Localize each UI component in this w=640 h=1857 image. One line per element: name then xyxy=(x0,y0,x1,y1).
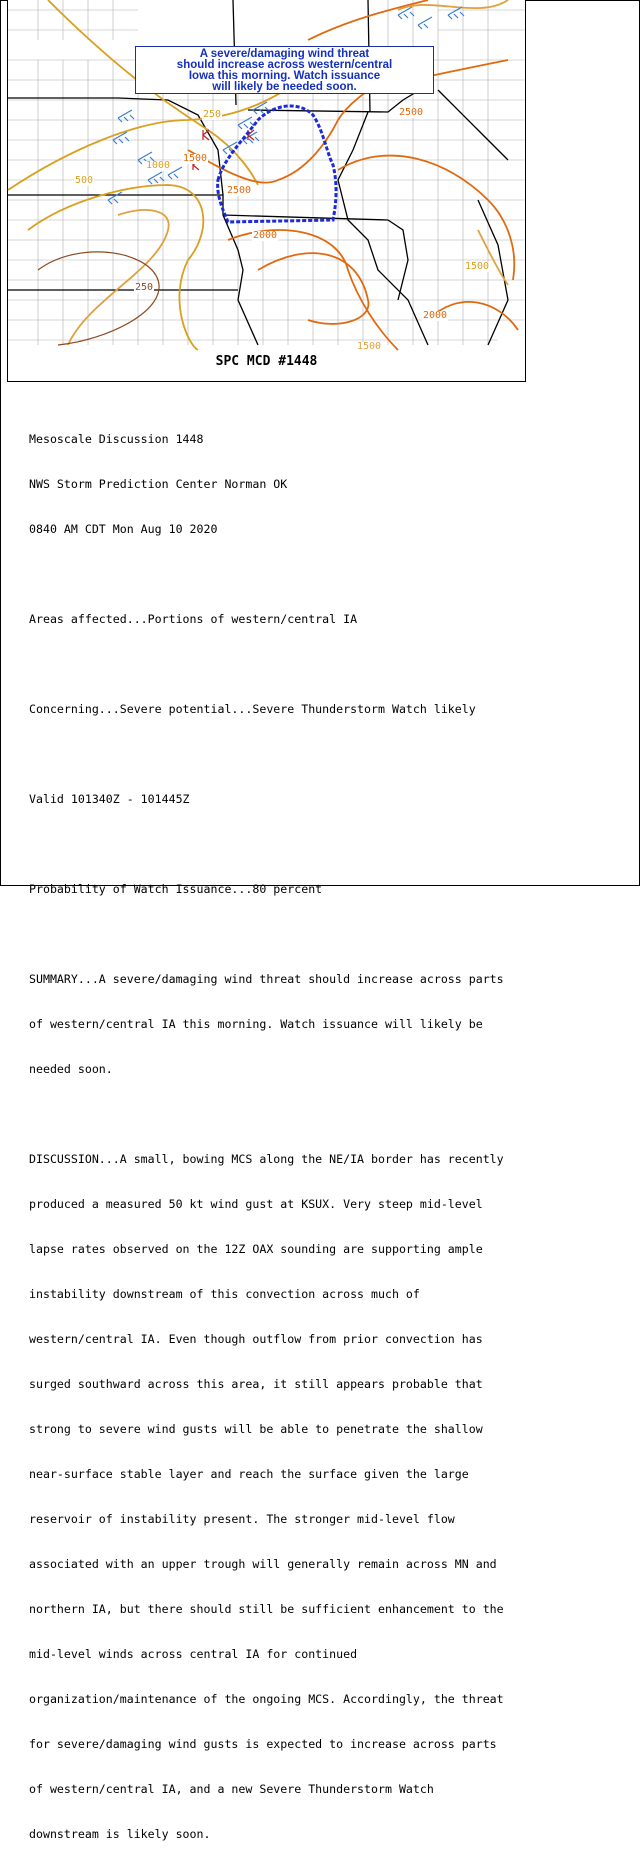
callout-line: should increase across western/central xyxy=(176,59,393,71)
spacer xyxy=(29,657,619,672)
header-line: Mesoscale Discussion 1448 xyxy=(29,432,204,446)
discussion-line: northern IA, but there should still be sufficient enhancement to the xyxy=(29,1602,504,1616)
discussion-line: for severe/damaging wind gusts is expected to increase across parts xyxy=(29,1737,497,1751)
valid-time: Valid 101340Z - 101445Z xyxy=(29,792,190,806)
header-line: 0840 AM CDT Mon Aug 10 2020 xyxy=(29,522,218,536)
spacer xyxy=(29,747,619,762)
contour-label: 250 xyxy=(203,109,222,120)
contour-label: 2000 xyxy=(423,310,448,321)
header-line: NWS Storm Prediction Center Norman OK xyxy=(29,477,288,491)
discussion-line: associated with an upper trough will generally remain across MN and xyxy=(29,1557,497,1571)
summary-line: needed soon. xyxy=(29,1062,113,1076)
mcd-map[interactable] xyxy=(7,0,526,382)
discussion-line: DISCUSSION...A small, bowing MCS along the NE/IA border has recently xyxy=(29,1152,504,1166)
contour-label: 2500 xyxy=(399,107,424,118)
callout-line: Iowa this morning. Watch issuance xyxy=(188,70,381,82)
contour-label: 250 xyxy=(135,282,154,293)
discussion-line: downstream is likely soon. xyxy=(29,1827,211,1841)
summary-line: of western/central IA this morning. Watch issuance will likely be xyxy=(29,1017,483,1031)
callout-line: will likely be needed soon. xyxy=(212,81,357,93)
watch-probability: Probability of Watch Issuance...80 percent xyxy=(29,882,323,896)
contour-label: 1500 xyxy=(357,341,382,352)
map-caption: SPC MCD #1448 xyxy=(215,354,318,369)
callout-line: A severe/damaging wind threat xyxy=(199,48,370,60)
discussion-line: mid-level winds across central IA for continued xyxy=(29,1647,358,1661)
discussion-line: western/central IA. Even though outflow from prior convection has xyxy=(29,1332,483,1346)
spacer xyxy=(29,567,619,582)
discussion-line: strong to severe wind gusts will be able to penetrate the shallow xyxy=(29,1422,483,1436)
discussion-line: of western/central IA, and a new Severe Thunderstorm Watch xyxy=(29,1782,434,1796)
summary-line: SUMMARY...A severe/damaging wind threat should increase across parts xyxy=(29,972,504,986)
contour-label: 2000 xyxy=(253,230,278,241)
map-callout xyxy=(135,46,434,94)
discussion-line: reservoir of instability present. The stronger mid-level flow xyxy=(29,1512,455,1526)
discussion-line: lapse rates observed on the 12Z OAX sounding are supporting ample xyxy=(29,1242,483,1256)
discussion-line: instability downstream of this convection across much of xyxy=(29,1287,420,1301)
discussion-line: produced a measured 50 kt wind gust at KSUX. Very steep mid-level xyxy=(29,1197,483,1211)
spacer xyxy=(29,927,619,942)
discussion-line: organization/maintenance of the ongoing MCS. Accordingly, the threat xyxy=(29,1692,504,1706)
discussion-text xyxy=(29,402,619,1857)
contour-label: 1500 xyxy=(183,153,208,164)
concerning: Concerning...Severe potential...Severe Thunderstorm Watch likely xyxy=(29,702,476,716)
mcd-outline xyxy=(218,106,336,222)
areas-affected: Areas affected...Portions of western/central IA xyxy=(29,612,358,626)
spacer xyxy=(29,837,619,852)
contour-label: 500 xyxy=(75,175,94,186)
contour-label: 1000 xyxy=(146,160,171,171)
discussion-line: surged southward across this area, it still appears probable that xyxy=(29,1377,483,1391)
spacer xyxy=(29,1107,619,1122)
contour-label: 2500 xyxy=(227,185,252,196)
contour-label: 1500 xyxy=(465,261,490,272)
discussion-line: near-surface stable layer and reach the surface given the large xyxy=(29,1467,469,1481)
